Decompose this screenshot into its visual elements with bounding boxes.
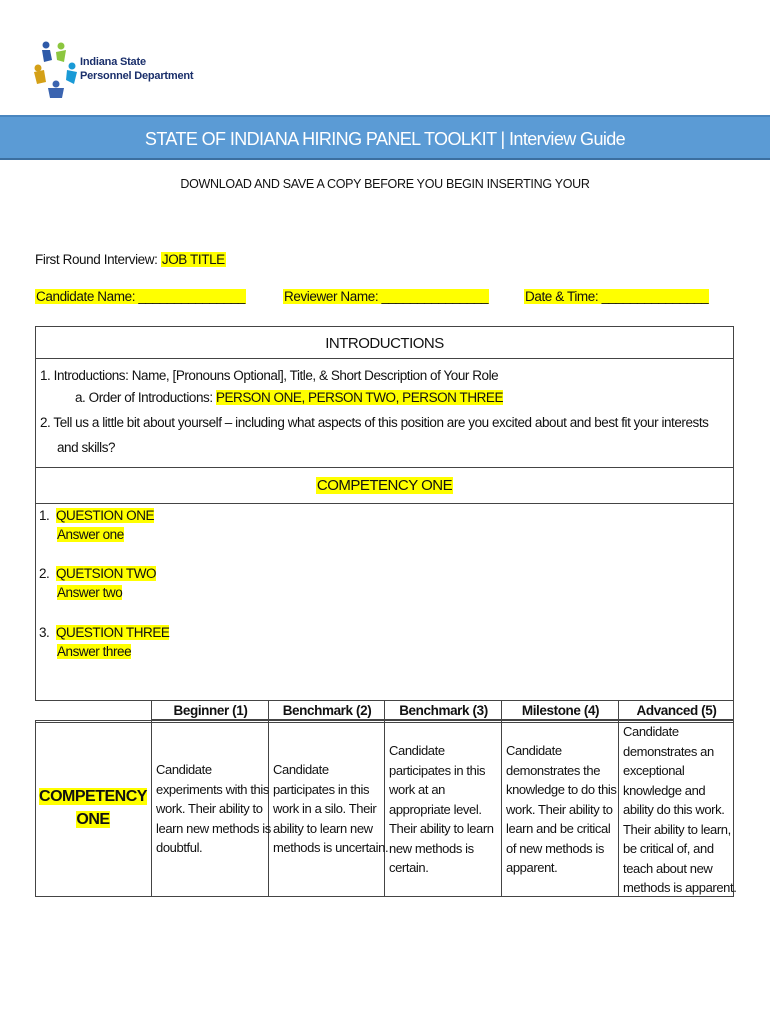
job-title-field[interactable]: JOB TITLE xyxy=(161,252,225,267)
rubric-cell-advanced: Candidate demonstrates an exceptional knowledge and ability do this work. Their ability to learn, be critical of, and teach about new methods is apparent. xyxy=(623,724,737,895)
rubric-row-label: COMPETENCY ONE xyxy=(39,788,147,828)
answer-text[interactable]: Answer one xyxy=(57,527,124,542)
rubric-cell-benchmark-2: Candidate participates in this work in a silo. Their ability to learn new methods is uncertain. xyxy=(273,762,389,855)
intro-order-value[interactable]: PERSON ONE, PERSON TWO, PERSON THREE xyxy=(215,390,504,405)
title-banner xyxy=(0,115,770,160)
introductions-header xyxy=(35,326,734,359)
answer-text[interactable]: Answer three xyxy=(57,644,132,659)
question-item: 2. QUETSION TWO Answer two xyxy=(39,566,157,600)
rubric-header-advanced: Advanced (5) xyxy=(636,703,717,718)
rubric-cell-milestone: Candidate demonstrates the knowledge to do this work. Their ability to learn and be critical of new methods is apparent. xyxy=(506,743,617,875)
introductions-body xyxy=(35,358,734,468)
question-text[interactable]: QUESTION ONE xyxy=(55,508,155,523)
reviewer-name-field[interactable]: Reviewer Name: _______________ xyxy=(284,289,489,304)
question-text[interactable]: QUETSION TWO xyxy=(55,566,157,581)
logo-line1: Indiana State xyxy=(80,56,146,68)
rubric-header-milestone: Milestone (4) xyxy=(521,703,600,718)
rubric-header-beginner: Beginner (1) xyxy=(173,703,248,718)
intro-item-2-cont: and skills? xyxy=(57,440,116,455)
answer-text[interactable]: Answer two xyxy=(57,585,123,600)
rubric-cell-beginner: Candidate experiments with this work. Their ability to learn new methods is doubtful. xyxy=(156,762,271,855)
date-time-field[interactable]: Date & Time: _______________ xyxy=(525,289,709,304)
rubric-header-benchmark-2: Benchmark (2) xyxy=(282,703,372,718)
question-item: 3. QUESTION THREE Answer three xyxy=(39,625,170,659)
page-title: STATE OF INDIANA HIRING PANEL TOOLKIT | Interview Guide xyxy=(144,129,626,149)
question-text[interactable]: QUESTION THREE xyxy=(55,625,170,640)
logo-figures-icon xyxy=(34,40,80,100)
competency-header xyxy=(35,468,734,504)
intro-item-2: 2. Tell us a little bit about yourself – including what aspects of this position are you excited about and best fit your interests xyxy=(40,415,709,430)
instruction-subtitle: DOWNLOAD AND SAVE A COPY BEFORE YOU BEGIN INSERTING YOUR xyxy=(180,177,590,191)
candidate-name-field[interactable]: Candidate Name: _______________ xyxy=(36,289,246,304)
interview-round-row xyxy=(35,252,226,267)
logo-line2: Personnel Department xyxy=(80,70,194,82)
competency-heading: COMPETENCY ONE xyxy=(316,477,453,494)
intro-item-1a xyxy=(75,389,503,407)
intro-item-1: 1. Introductions: Name, [Pronouns Optional], Title, & Short Description of Your Role xyxy=(40,368,499,383)
intro-order-label: a. Order of Introductions: xyxy=(75,390,213,405)
rubric-cell-benchmark-3: Candidate participates in this work at an appropriate level. Their ability to learn new methods is certain. xyxy=(389,743,494,875)
rubric-header-benchmark-3: Benchmark (3) xyxy=(399,703,488,718)
question-item: 1. QUESTION ONE Answer one xyxy=(39,508,155,542)
introductions-heading: INTRODUCTIONS xyxy=(325,335,444,352)
logo-text xyxy=(80,55,193,83)
interview-round-label: First Round Interview: xyxy=(35,252,158,267)
